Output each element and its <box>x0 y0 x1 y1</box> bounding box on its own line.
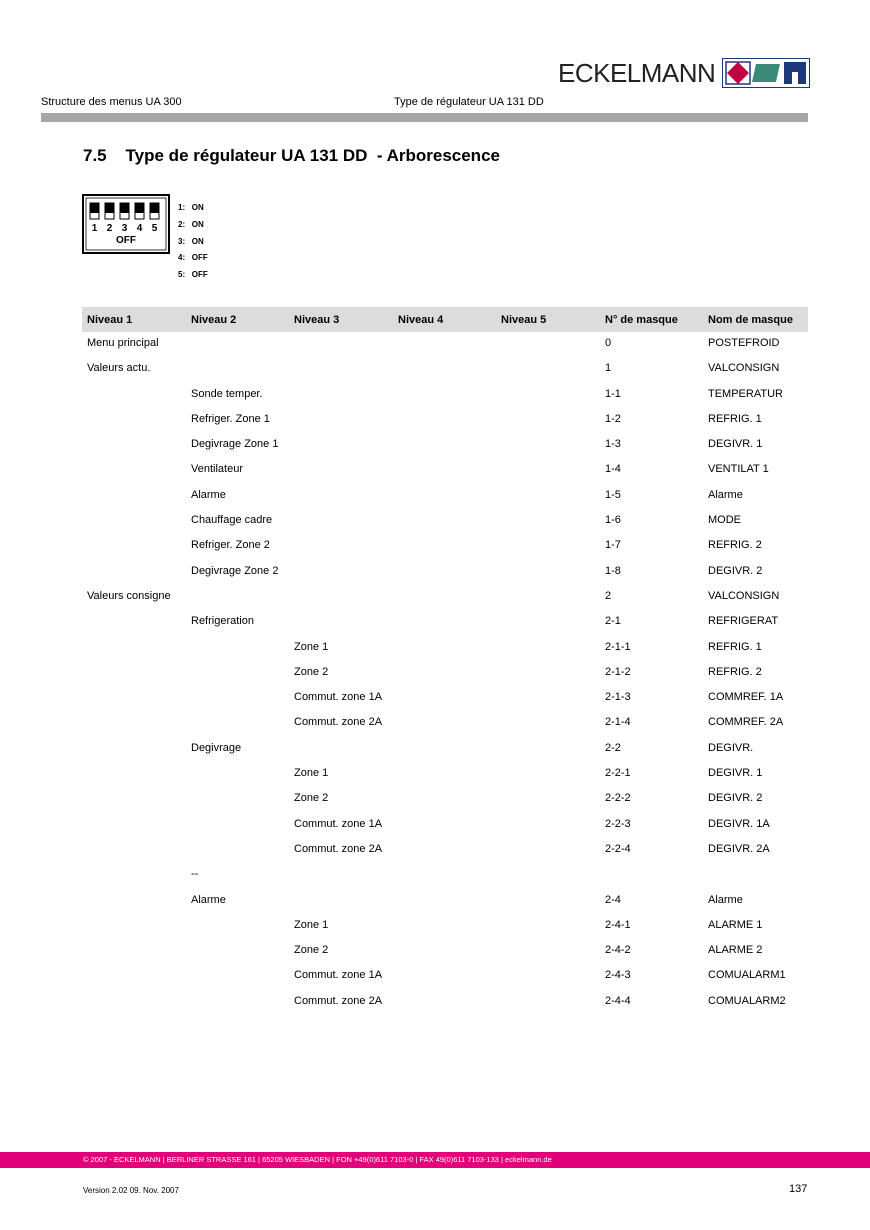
table-row <box>82 534 808 559</box>
column-header: Niveau 1 <box>87 314 133 326</box>
table-cell: DEGIVR. <box>708 741 754 754</box>
dip-number-1: 1 <box>91 223 98 234</box>
column-header: Niveau 4 <box>398 314 444 326</box>
table-cell: Valeurs consigne <box>87 589 171 602</box>
company-logo-icon <box>722 58 810 88</box>
table-cell: 1-6 <box>605 514 621 527</box>
table-cell: VENTILAT 1 <box>708 463 769 476</box>
menu-structure-table <box>82 307 808 1015</box>
table-cell: 2-4-2 <box>605 944 631 957</box>
dip-off-label: OFF <box>116 235 136 246</box>
table-cell: Degivrage <box>191 741 242 754</box>
header-divider <box>41 113 808 122</box>
table-row <box>82 863 808 888</box>
section-heading <box>83 146 500 166</box>
table-cell: VALCONSIGN <box>708 362 780 375</box>
table-cell: DEGIVR. 2 <box>708 564 763 577</box>
header-section-title: Type de régulateur UA 131 DD <box>394 96 544 108</box>
table-cell: 1-8 <box>605 564 621 577</box>
table-row <box>82 914 808 939</box>
table-row <box>82 838 808 863</box>
table-row <box>82 737 808 762</box>
table-cell: ALARME 2 <box>708 944 763 957</box>
column-header: N° de masque <box>605 314 678 326</box>
table-cell: Degivrage Zone 2 <box>191 564 279 577</box>
table-row <box>82 762 808 787</box>
table-cell: Menu principal <box>87 337 159 349</box>
table-cell: Commut. zone 2A <box>294 994 383 1007</box>
table-body <box>82 332 808 1015</box>
column-header: Niveau 5 <box>501 314 547 326</box>
dip-setting-5: 5: OFF <box>178 270 208 280</box>
dip-setting-2: 2: ON <box>178 219 204 229</box>
table-row <box>82 939 808 964</box>
table-cell: Zone 1 <box>294 767 329 780</box>
table-row <box>82 610 808 635</box>
table-cell: Commut. zone 1A <box>294 969 383 982</box>
table-cell: REFRIG. 1 <box>708 412 762 425</box>
table-cell: REFRIG. 2 <box>708 539 762 552</box>
table-header-row <box>82 307 808 332</box>
table-cell: DEGIVR. 1 <box>708 438 763 451</box>
table-cell: DEGIVR. 1A <box>708 817 770 830</box>
table-row <box>82 686 808 711</box>
table-cell: Alarme <box>708 893 743 906</box>
table-cell: Zone 2 <box>294 665 329 678</box>
dip-switch-settings <box>178 200 208 284</box>
column-header: Nom de masque <box>708 314 793 326</box>
dip-number-3: 3 <box>121 223 128 234</box>
table-cell: Zone 1 <box>294 640 329 653</box>
table-cell: Zone 1 <box>294 918 329 931</box>
table-row <box>82 509 808 534</box>
table-cell: 2-2 <box>605 741 621 754</box>
table-cell: Commut. zone 1A <box>294 817 383 830</box>
table-row <box>82 458 808 483</box>
table-cell: Refriger. Zone 1 <box>191 412 270 425</box>
table-row <box>82 433 808 458</box>
table-cell: Alarme <box>708 488 743 501</box>
table-cell: REFRIGERAT <box>708 615 779 628</box>
table-cell: Valeurs actu. <box>87 362 151 375</box>
table-cell: 2-2-3 <box>605 817 631 830</box>
table-cell: POSTEFROID <box>708 337 780 349</box>
table-cell: 2-4-3 <box>605 969 631 982</box>
table-row <box>82 484 808 509</box>
footer-contact-bar <box>0 1152 870 1168</box>
table-cell: 2-2-4 <box>605 842 631 855</box>
table-cell: Alarme <box>191 893 226 906</box>
dip-number-2: 2 <box>106 223 113 234</box>
table-cell: Chauffage cadre <box>191 514 273 527</box>
dip-switch-diagram <box>82 194 170 254</box>
table-cell: 1-4 <box>605 463 621 476</box>
table-cell: REFRIG. 2 <box>708 665 762 678</box>
table-row <box>82 711 808 736</box>
table-row <box>82 332 808 357</box>
table-cell: COMMREF. 2A <box>708 716 784 729</box>
table-row <box>82 661 808 686</box>
dip-setting-1: 1: ON <box>178 203 204 212</box>
table-row <box>82 964 808 989</box>
table-cell: 1-3 <box>605 438 621 451</box>
table-cell: REFRIG. 1 <box>708 640 762 653</box>
table-cell: 2-1-2 <box>605 665 631 678</box>
table-row <box>82 889 808 914</box>
dip-setting-4: 4: OFF <box>178 253 208 263</box>
table-cell: DEGIVR. 1 <box>708 767 763 780</box>
table-cell: 2-2-2 <box>605 792 631 805</box>
table-cell: Commut. zone 1A <box>294 691 383 704</box>
table-cell: 2-4 <box>605 893 621 906</box>
table-cell: COMUALARM2 <box>708 994 786 1007</box>
table-cell: ALARME 1 <box>708 918 763 931</box>
table-cell: Refriger. Zone 2 <box>191 539 270 552</box>
table-row <box>82 636 808 661</box>
table-cell: -- <box>191 868 199 881</box>
dip-setting-3: 3: ON <box>178 236 204 246</box>
company-logo-text: ECKELMANN <box>558 58 716 88</box>
table-cell: Zone 2 <box>294 944 329 957</box>
table-cell: COMMREF. 1A <box>708 691 784 704</box>
table-row <box>82 787 808 812</box>
table-cell: 2-2-1 <box>605 767 631 780</box>
table-cell: DEGIVR. 2A <box>708 842 770 855</box>
table-cell: Alarme <box>191 488 226 501</box>
table-row <box>82 357 808 382</box>
table-cell: VALCONSIGN <box>708 589 780 602</box>
page-number: 137 <box>789 1183 808 1195</box>
table-cell: 1-7 <box>605 539 621 552</box>
table-cell: 1 <box>605 362 612 375</box>
section-number: 7.5 <box>83 146 107 165</box>
dip-number-5: 5 <box>151 223 158 234</box>
table-cell: 2-1-1 <box>605 640 631 653</box>
table-row <box>82 585 808 610</box>
table-cell: DEGIVR. 2 <box>708 792 763 805</box>
dip-number-4: 4 <box>136 223 143 234</box>
table-cell: 1-1 <box>605 387 621 400</box>
column-header: Niveau 3 <box>294 314 340 326</box>
table-cell: 2 <box>605 589 612 602</box>
column-header: Niveau 2 <box>191 314 237 326</box>
table-row <box>82 813 808 838</box>
table-cell: 2-4-1 <box>605 918 631 931</box>
table-cell: Sonde temper. <box>191 387 263 400</box>
section-title: Type de régulateur UA 131 DD - Arborescence <box>125 146 500 165</box>
table-cell: Zone 2 <box>294 792 329 805</box>
table-cell: COMUALARM1 <box>708 969 786 982</box>
table-row <box>82 408 808 433</box>
table-cell: 0 <box>605 337 612 349</box>
table-row <box>82 383 808 408</box>
table-cell: Commut. zone 2A <box>294 842 383 855</box>
table-cell: TEMPERATUR <box>708 387 783 400</box>
table-cell: Commut. zone 2A <box>294 716 383 729</box>
table-cell: MODE <box>708 514 741 527</box>
table-cell: Ventilateur <box>191 463 243 476</box>
table-cell: Refrigeration <box>191 615 254 628</box>
table-row <box>82 990 808 1015</box>
table-cell: 2-1 <box>605 615 621 628</box>
table-cell: 2-1-4 <box>605 716 631 729</box>
table-row <box>82 560 808 585</box>
header-document-title: Structure des menus UA 300 <box>41 96 182 108</box>
footer-contact-text: © 2007 - ECKELMANN | BERLINER STRASSE 161 | 65205 WIESBADEN | FON +49(0)611 7103-0 | FAX 49(0)611 7103-133 | eckelmann.de <box>83 1155 552 1164</box>
table-cell: Degivrage Zone 1 <box>191 438 279 451</box>
table-cell: 2-1-3 <box>605 691 631 704</box>
table-cell: 1-2 <box>605 412 621 425</box>
table-cell: 1-5 <box>605 488 621 501</box>
footer-version: Version 2.02 09. Nov. 2007 <box>83 1186 179 1195</box>
table-cell: 2-4-4 <box>605 994 631 1007</box>
